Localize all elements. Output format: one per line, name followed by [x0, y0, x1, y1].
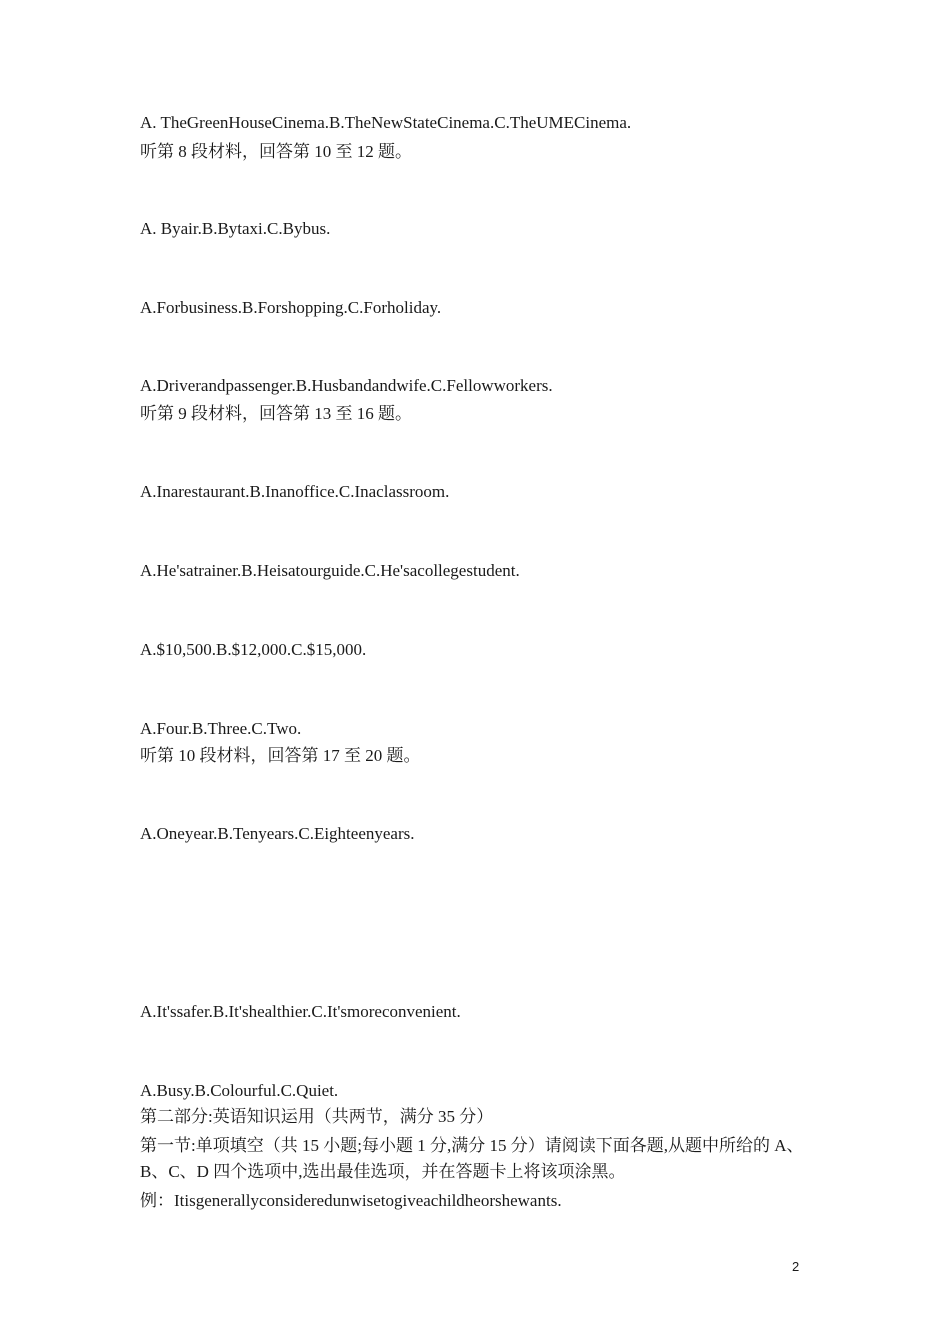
option-line-description: A.Busy.B.Colourful.C.Quiet.: [140, 1081, 339, 1100]
option-line-relationship: A.Driverandpassenger.B.Husbandandwife.C.Fellowworkers.: [140, 376, 553, 395]
section-heading-material-8: 听第 8 段材料，回答第 10 至 12 题。: [140, 142, 412, 161]
option-line-purpose: A.Forbusiness.B.Forshopping.C.Forholiday.: [140, 298, 442, 317]
section-heading-material-10: 听第 10 段材料，回答第 17 至 20 题。: [140, 746, 421, 765]
section-heading-material-9: 听第 9 段材料，回答第 13 至 16 题。: [140, 404, 412, 423]
section-one-instructions: 第一节:单项填空（共 15 小题;每小题 1 分,满分 15 分）请阅读下面各题,从题中所给的 A、B、C、D 四个选项中,选出最佳选项，并在答题卡上将该项涂黑。: [140, 1136, 804, 1181]
option-line-cinema: A. TheGreenHouseCinema.B.TheNewStateCinema.C.TheUMECinema.: [140, 113, 632, 132]
option-line-location: A.Inarestaurant.B.Inanoffice.C.Inaclassroom.: [140, 482, 450, 501]
option-line-reason: A.It'ssafer.B.It'shealthier.C.It'smoreconvenient.: [140, 1002, 461, 1021]
part-two-heading: 第二部分:英语知识运用（共两节，满分 35 分）: [140, 1107, 494, 1126]
page-number: 2: [792, 1259, 800, 1274]
option-line-occupation: A.He'satrainer.B.Heisatourguide.C.He'sacollegestudent.: [140, 561, 520, 580]
option-line-price: A.$10,500.B.$12,000.C.$15,000.: [140, 640, 367, 659]
option-line-duration: A.Oneyear.B.Tenyears.C.Eighteenyears.: [140, 824, 415, 843]
example-sentence: 例：Itisgenerallyconsideredunwisetogiveachildheorshewants.: [140, 1191, 562, 1210]
option-line-transport: A. Byair.B.Bytaxi.C.Bybus.: [140, 219, 331, 238]
option-line-number: A.Four.B.Three.C.Two.: [140, 719, 302, 738]
